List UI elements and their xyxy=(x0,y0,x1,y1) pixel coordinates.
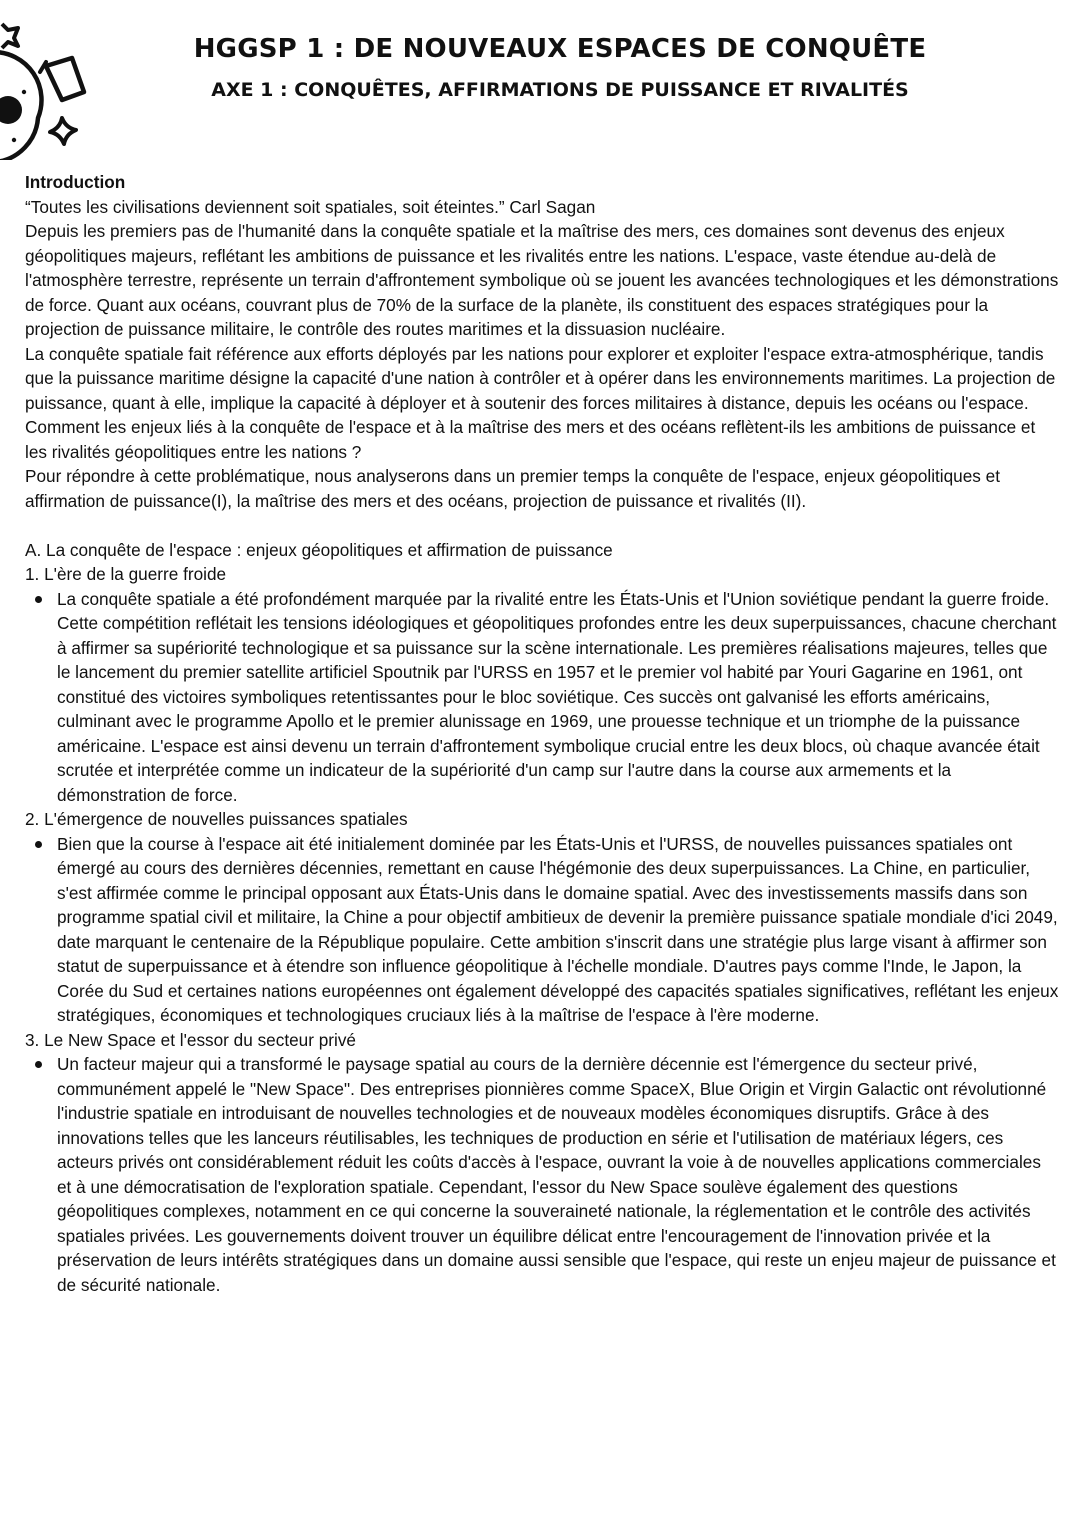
bullet-item: Bien que la course à l'espace ait été initialement dominée par les États-Unis et l'URSS, de nouvelles puissances spatiales ont émergé au cours des dernières décennies, remettant en cause l'hégémonie des deux superpuissances. La Chine, en particulier, s'est affirmée comme le principal opposant aux États-Unis dans le domaine spatial. Avec des investissements massifs dans son programme spatial civil et militaire, la Chine a pour objectif ambitieux de devenir la première puissance spatiale mondiale d'ici 2049, date marquant le centenaire de la République populaire. Cette ambition s'inscrit dans une stratégie plus large visant à affirmer son statut de superpuissance et à étendre son influence géopolitique à l'échelle mondiale. D'autres pays comme l'Inde, le Japon, la Corée du Sud et certaines nations européennes ont également développé des capacités spatiales significatives, reflétant les enjeux stratégiques, économiques et technologiques cruciaux liés à la maîtrise de l'espace à l'ère moderne. xyxy=(25,832,1060,1028)
page-subtitle: AXE 1 : CONQUÊTES, AFFIRMATIONS DE PUISSANCE ET RIVALITÉS xyxy=(211,79,909,101)
plan-paragraph: Pour répondre à cette problématique, nous analyserons dans un premier temps la conquête de l'espace, enjeux géopolitiques et affirmation de puissance(I), la maîtrise des mers et des océans, projection de puissance et rivalités (II). xyxy=(25,466,1000,511)
subsection-heading: 1. L'ère de la guerre froide xyxy=(25,564,227,584)
document-body xyxy=(25,170,1060,1297)
intro-heading: Introduction xyxy=(25,172,126,192)
bullet-item: La conquête spatiale a été profondément marquée par la rivalité entre les États-Unis et l'Union soviétique pendant la guerre froide. Cette compétition reflétait les tensions idéologiques et géopolitiques profondes entre les deux superpuissances, chacune cherchant à affirmer sa supériorité technologique et sa puissance sur la scène internationale. Les premières réalisations majeures, telles que le lancement du premier satellite artificiel Spoutnik par l'URSS en 1957 et le premier vol habité par Youri Gagarine en 1961, ont constitué des victoires symboliques retentissantes pour le bloc soviétique. Ces succès ont galvanisé les efforts américains, culminant avec le programme Apollo et le premier alunissage en 1969, une prouesse technique et un triomphe de la puissance américaine. L'espace est ainsi devenu un terrain d'affrontement symbolique crucial entre les deux blocs, où chaque avancée était scrutée et interprétée comme un indicateur de la supériorité d'un camp sur l'autre dans la course aux armements et la démonstration de force. xyxy=(25,587,1060,808)
section-a-heading: A. La conquête de l'espace : enjeux géopolitiques et affirmation de puissance xyxy=(25,539,613,560)
subsection-heading: 2. L'émergence de nouvelles puissances spatiales xyxy=(25,809,408,829)
space-doodle-icon xyxy=(0,0,100,160)
intro-paragraph: Depuis les premiers pas de l'humanité dans la conquête spatiale et la maîtrise des mers, ces domaines sont devenus des enjeux géopolitiques majeurs, reflétant les ambitions de puissance et les rivalités entre les nations. L'espace, vaste étendue au-delà de l'atmosphère terrestre, représente un terrain d'affrontement symbolique où se jouent les avancées technologiques et les démonstrations de force. Quant aux océans, couvrant plus de 70% de la surface de la planète, ils constituent des espaces stratégiques pour la projection de puissance militaire, le contrôle des routes maritimes et la dissuasion nucléaire. xyxy=(25,221,1059,339)
bullet-item: Un facteur majeur qui a transformé le paysage spatial au cours de la dernière décennie est l'émergence du secteur privé, communément appelé le "New Space". Des entreprises pionnières comme SpaceX, Blue Origin et Virgin Galactic ont révolutionné l'industrie spatiale en introduisant de nouvelles technologies et de nouveaux modèles économiques disruptifs. Grâce à des innovations telles que les lanceurs réutilisables, les techniques de production en série et l'utilisation de matériaux légers, ces acteurs privés ont considérablement réduit les coûts d'accès à l'espace, ouvrant la voie à de nouvelles applications commerciales et à une démocratisation de l'exploration spatiale. Cependant, l'essor du New Space soulève également des questions géopolitiques complexes, notamment en ce qui concerne la souveraineté nationale, la réglementation et le contrôle des activités spatiales privées. Les gouvernements doivent trouver un équilibre délicat entre l'encouragement de l'innovation privée et la préservation de leurs intérêts stratégiques dans un domaine aussi sensible que l'espace, qui reste un enjeu majeur de puissance et de sécurité nationale. xyxy=(25,1052,1060,1297)
subsection-heading: 3. Le New Space et l'essor du secteur privé xyxy=(25,1029,356,1050)
intro-quote: “Toutes les civilisations deviennent soit spatiales, soit éteintes.” Carl Sagan xyxy=(25,196,596,217)
spacer xyxy=(25,513,1060,538)
page-header xyxy=(160,30,960,104)
intro-paragraph: La conquête spatiale fait référence aux efforts déployés par les nations pour explorer et exploiter l'espace extra-atmosphérique, tandis que la puissance maritime désigne la capacité d'une nation à contrôler et à opérer dans les environnements maritimes. La projection de puissance, quant à elle, implique la capacité à déployer et à soutenir des forces militaires à distance, depuis les océans ou l'espace. xyxy=(25,343,1056,413)
page-title: HGGSP 1 : DE NOUVEAUX ESPACES DE CONQUÊTE xyxy=(193,34,927,64)
problematique: Comment les enjeux liés à la conquête de l'espace et à la maîtrise des mers et des océans reflètent-ils les ambitions de puissance et les rivalités géopolitiques entre les nations ? xyxy=(25,417,1036,462)
